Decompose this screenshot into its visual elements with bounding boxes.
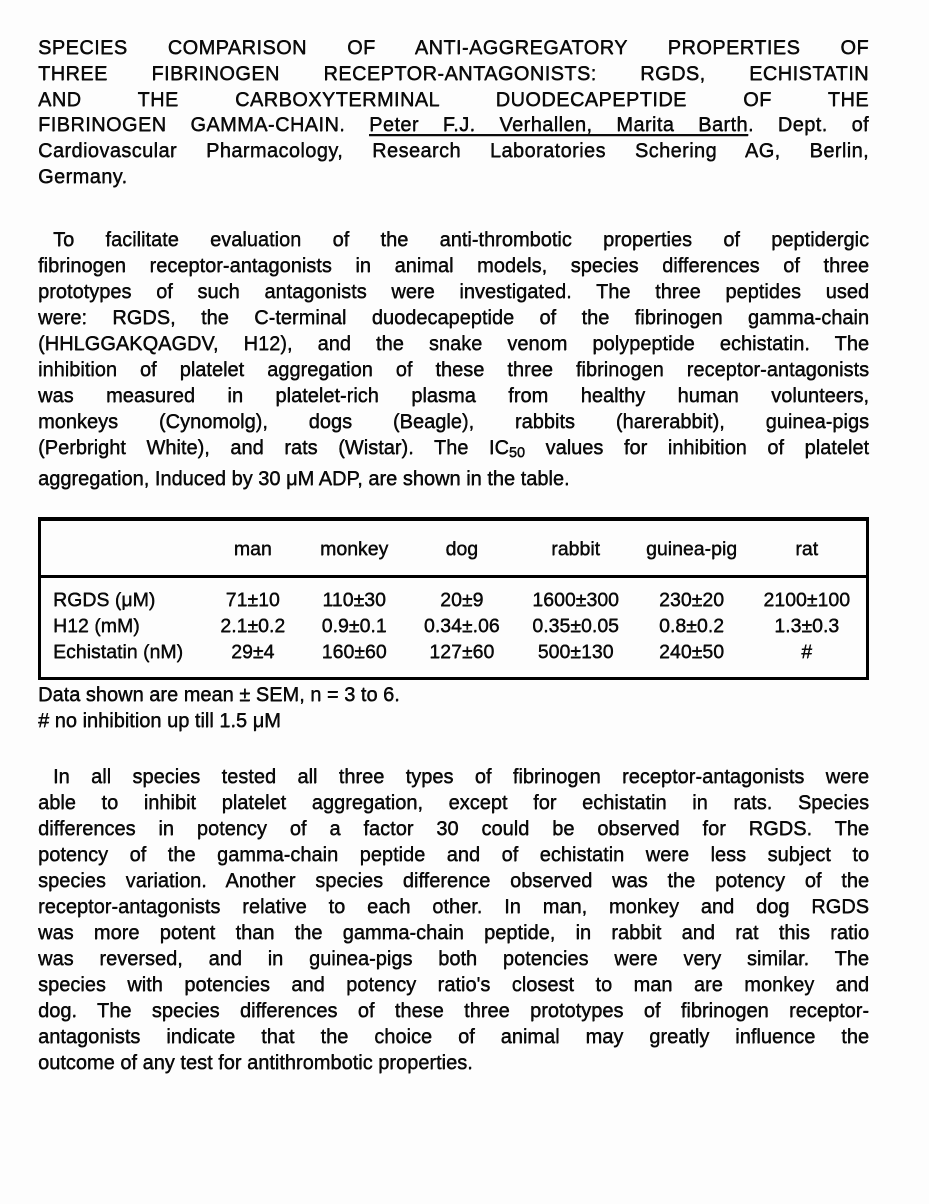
- paragraph-line: outcome of any test for antithrombotic properties.: [38, 1051, 473, 1074]
- table-cell: 0.35±0.05: [532, 614, 619, 637]
- paragraph-line: differences in potency of a factor 30 could be observed for RGDS. The: [38, 817, 869, 840]
- table-row-h12: [40, 613, 868, 639]
- table-cell: 71±10: [225, 588, 280, 611]
- paragraph-line: dog. The species differences of these three prototypes of fibrinogen receptor-: [38, 999, 869, 1022]
- column-header-dog: dog: [408, 519, 516, 577]
- affiliation-line: Germany.: [38, 165, 128, 188]
- scanned-abstract-page: [38, 36, 869, 1076]
- table-cell: 0.34±.06: [423, 614, 500, 637]
- table-row-echistatin: [40, 639, 868, 679]
- table-cell: 0.9±0.1: [321, 614, 387, 637]
- paragraph-line: able to inhibit platelet aggregation, except for echistatin in rats. Species: [38, 791, 869, 814]
- footnote-no-inhibition: # no inhibition up till 1.5 μM: [38, 710, 281, 733]
- paragraph-line: was measured in platelet-rich plasma from healthy human volunteers,: [38, 384, 869, 407]
- paragraph-line: potency of the gamma-chain peptide and of echistatin were less subject to: [38, 843, 869, 866]
- footnote-sem: Data shown are mean ± SEM, n = 3 to 6.: [38, 683, 400, 706]
- column-header-compound: [40, 519, 206, 577]
- title-line: THREE FIBRINOGEN RECEPTOR-ANTAGONISTS: RGDS, ECHISTATIN: [38, 62, 869, 85]
- paragraph-line: receptor-antagonists relative to each other. In man, monkey and dog RGDS: [38, 895, 869, 918]
- paragraph-line: In all species tested all three types of fibrinogen receptor-antagonists were: [53, 765, 869, 788]
- paragraph-line: aggregation, Induced by 30 μM ADP, are shown in the table.: [38, 467, 570, 490]
- ic50-subscript: 50: [508, 444, 525, 461]
- row-label: Echistatin (nM): [53, 640, 184, 663]
- table-cell: 29±4: [231, 640, 275, 663]
- paragraph-line: fibrinogen receptor-antagonists in animal models, species differences of three: [38, 254, 869, 277]
- row-label: H12 (mM): [53, 614, 140, 637]
- ic50-line: [38, 435, 869, 466]
- paragraph-line: monkeys (Cynomolg), dogs (Beagle), rabbits (harerabbit), guinea-pigs: [38, 410, 869, 433]
- paragraph-line: antagonists indicate that the choice of animal may greatly influence the: [38, 1025, 869, 1048]
- affiliation-line: Cardiovascular Pharmacology, Research Laboratories Schering AG, Berlin,: [38, 140, 869, 163]
- column-header-rat: rat: [747, 519, 867, 577]
- paragraph-fragment: values for inhibition of platelet: [545, 436, 870, 459]
- paragraph-fragment: (Perbright White), and rats (Wistar). The IC: [38, 436, 509, 459]
- table-cell: 127±60: [429, 640, 495, 663]
- title-fragment: FIBRINOGEN GAMMA-CHAIN.: [38, 114, 346, 137]
- title-authors-line: [38, 113, 869, 139]
- table-cell: 1600±300: [532, 588, 619, 611]
- table-cell: 160±60: [321, 640, 387, 663]
- table-cell: 2100±100: [763, 588, 850, 611]
- title-block: [38, 36, 869, 191]
- table-cell: 0.8±0.2: [659, 614, 724, 637]
- table-cell: #: [801, 640, 813, 663]
- paragraph-line: prototypes of such antagonists were investigated. The three peptides used: [38, 280, 869, 303]
- title-line: SPECIES COMPARISON OF ANTI-AGGREGATORY PROPERTIES OF: [38, 37, 869, 59]
- table-header-row: [40, 519, 868, 577]
- intro-paragraph: [38, 227, 869, 492]
- paragraph-line: species variation. Another species difference observed was the potency of the: [38, 869, 869, 892]
- row-label: RGDS (μM): [53, 588, 156, 611]
- table-cell: 110±30: [322, 588, 386, 611]
- conclusion-paragraph: [38, 764, 869, 1076]
- paragraph-line: were: RGDS, the C-terminal duodecapeptide of the fibrinogen gamma-chain: [38, 306, 869, 329]
- table-cell: 500±130: [537, 640, 614, 663]
- table-cell: 20±9: [440, 588, 484, 611]
- table-row-rgds: [40, 576, 868, 613]
- paragraph-line: To facilitate evaluation of the anti-thrombotic properties of peptidergic: [53, 228, 869, 251]
- title-line: AND THE CARBOXYTERMINAL DUODECAPEPTIDE OF THE: [38, 88, 869, 111]
- paragraph-line: (HHLGGAKQAGDV, H12), and the snake venom polypeptide echistatin. The: [38, 332, 869, 355]
- affiliation-fragment: . Dept. of: [747, 114, 869, 137]
- ic50-results-table: [38, 517, 869, 680]
- column-header-guinea-pig: guinea-pig: [636, 519, 748, 577]
- column-header-monkey: monkey: [300, 519, 408, 577]
- paragraph-line: was reversed, and in guinea-pigs both potencies were very similar. The: [38, 947, 869, 970]
- author-names: Peter F.J. Verhallen, Marita Barth: [369, 114, 748, 137]
- table-footnotes: [38, 682, 869, 735]
- table-cell: 240±50: [659, 640, 724, 663]
- paragraph-line: species with potencies and potency ratio's closest to man are monkey and: [38, 973, 869, 996]
- paragraph-line: was more potent than the gamma-chain peptide, in rabbit and rat this ratio: [38, 921, 869, 944]
- table-cell: 1.3±0.3: [774, 614, 840, 637]
- column-header-man: man: [205, 519, 300, 577]
- table-cell: 230±20: [659, 588, 724, 611]
- column-header-rabbit: rabbit: [516, 519, 636, 577]
- table-cell: 2.1±0.2: [220, 614, 286, 637]
- paragraph-line: inhibition of platelet aggregation of these three fibrinogen receptor-antagonists: [38, 358, 869, 381]
